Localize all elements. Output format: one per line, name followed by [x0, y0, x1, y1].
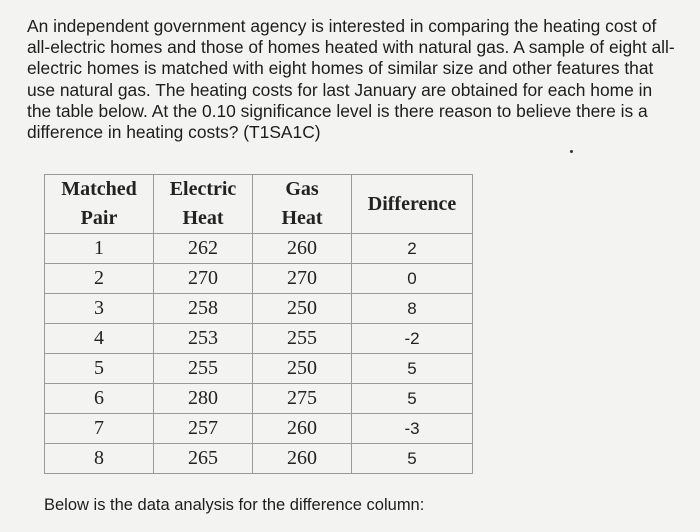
pair-cell: 4	[45, 324, 154, 354]
header-pair-line1: Matched	[61, 178, 137, 200]
table-row	[45, 354, 473, 384]
electric-cell: 257	[154, 414, 253, 444]
gas-cell: 255	[253, 324, 352, 354]
pair-cell: 2	[45, 264, 154, 294]
gas-cell: 260	[253, 444, 352, 474]
header-electric-line1: Electric	[169, 178, 237, 200]
gas-cell: 275	[253, 384, 352, 414]
table-row	[45, 384, 473, 414]
table-header-row	[45, 175, 473, 234]
table-body	[45, 234, 473, 474]
difference-cell: -2	[352, 324, 473, 354]
header-electric-heat	[154, 175, 253, 234]
header-gas-heat	[253, 175, 352, 234]
pair-cell: 3	[45, 294, 154, 324]
gas-cell: 250	[253, 294, 352, 324]
gas-cell: 260	[253, 234, 352, 264]
table-row	[45, 324, 473, 354]
difference-cell: 5	[352, 354, 473, 384]
table-row	[45, 444, 473, 474]
header-pair-line2: Pair	[80, 207, 118, 229]
electric-cell: 280	[154, 384, 253, 414]
electric-cell: 262	[154, 234, 253, 264]
pair-cell: 7	[45, 414, 154, 444]
difference-cell: -3	[352, 414, 473, 444]
footer-text: Below is the data analysis for the difference column:	[44, 496, 425, 514]
gas-cell: 270	[253, 264, 352, 294]
electric-cell: 255	[154, 354, 253, 384]
pair-cell: 8	[45, 444, 154, 474]
difference-cell: 5	[352, 384, 473, 414]
difference-cell: 2	[352, 234, 473, 264]
table-row	[45, 294, 473, 324]
difference-cell: 5	[352, 444, 473, 474]
electric-cell: 258	[154, 294, 253, 324]
table-row	[45, 234, 473, 264]
pair-cell: 5	[45, 354, 154, 384]
table-row	[45, 414, 473, 444]
heating-cost-table	[44, 174, 473, 474]
header-matched-pair	[45, 175, 154, 234]
header-electric-line2: Heat	[182, 207, 224, 229]
gas-cell: 250	[253, 354, 352, 384]
header-gas-line1: Gas	[285, 178, 319, 200]
gas-cell: 260	[253, 414, 352, 444]
difference-cell: 8	[352, 294, 473, 324]
pair-cell: 6	[45, 384, 154, 414]
electric-cell: 270	[154, 264, 253, 294]
electric-cell: 265	[154, 444, 253, 474]
question-text: An independent government agency is interested in comparing the heating cost of all-electric homes and those of homes heated with natural gas. A sample of eight all-electric homes is matched with eight homes of similar size and other features that use natural gas. The heating costs for last January are obtained for each home in the table below. At the 0.10 significance level is there reason to believe there is a difference in heating costs? (T1SA1C)	[27, 16, 675, 143]
table-row	[45, 264, 473, 294]
electric-cell: 253	[154, 324, 253, 354]
stray-dot	[570, 150, 573, 153]
header-difference: Difference	[352, 175, 473, 234]
difference-cell: 0	[352, 264, 473, 294]
pair-cell: 1	[45, 234, 154, 264]
header-gas-line2: Heat	[281, 207, 323, 229]
